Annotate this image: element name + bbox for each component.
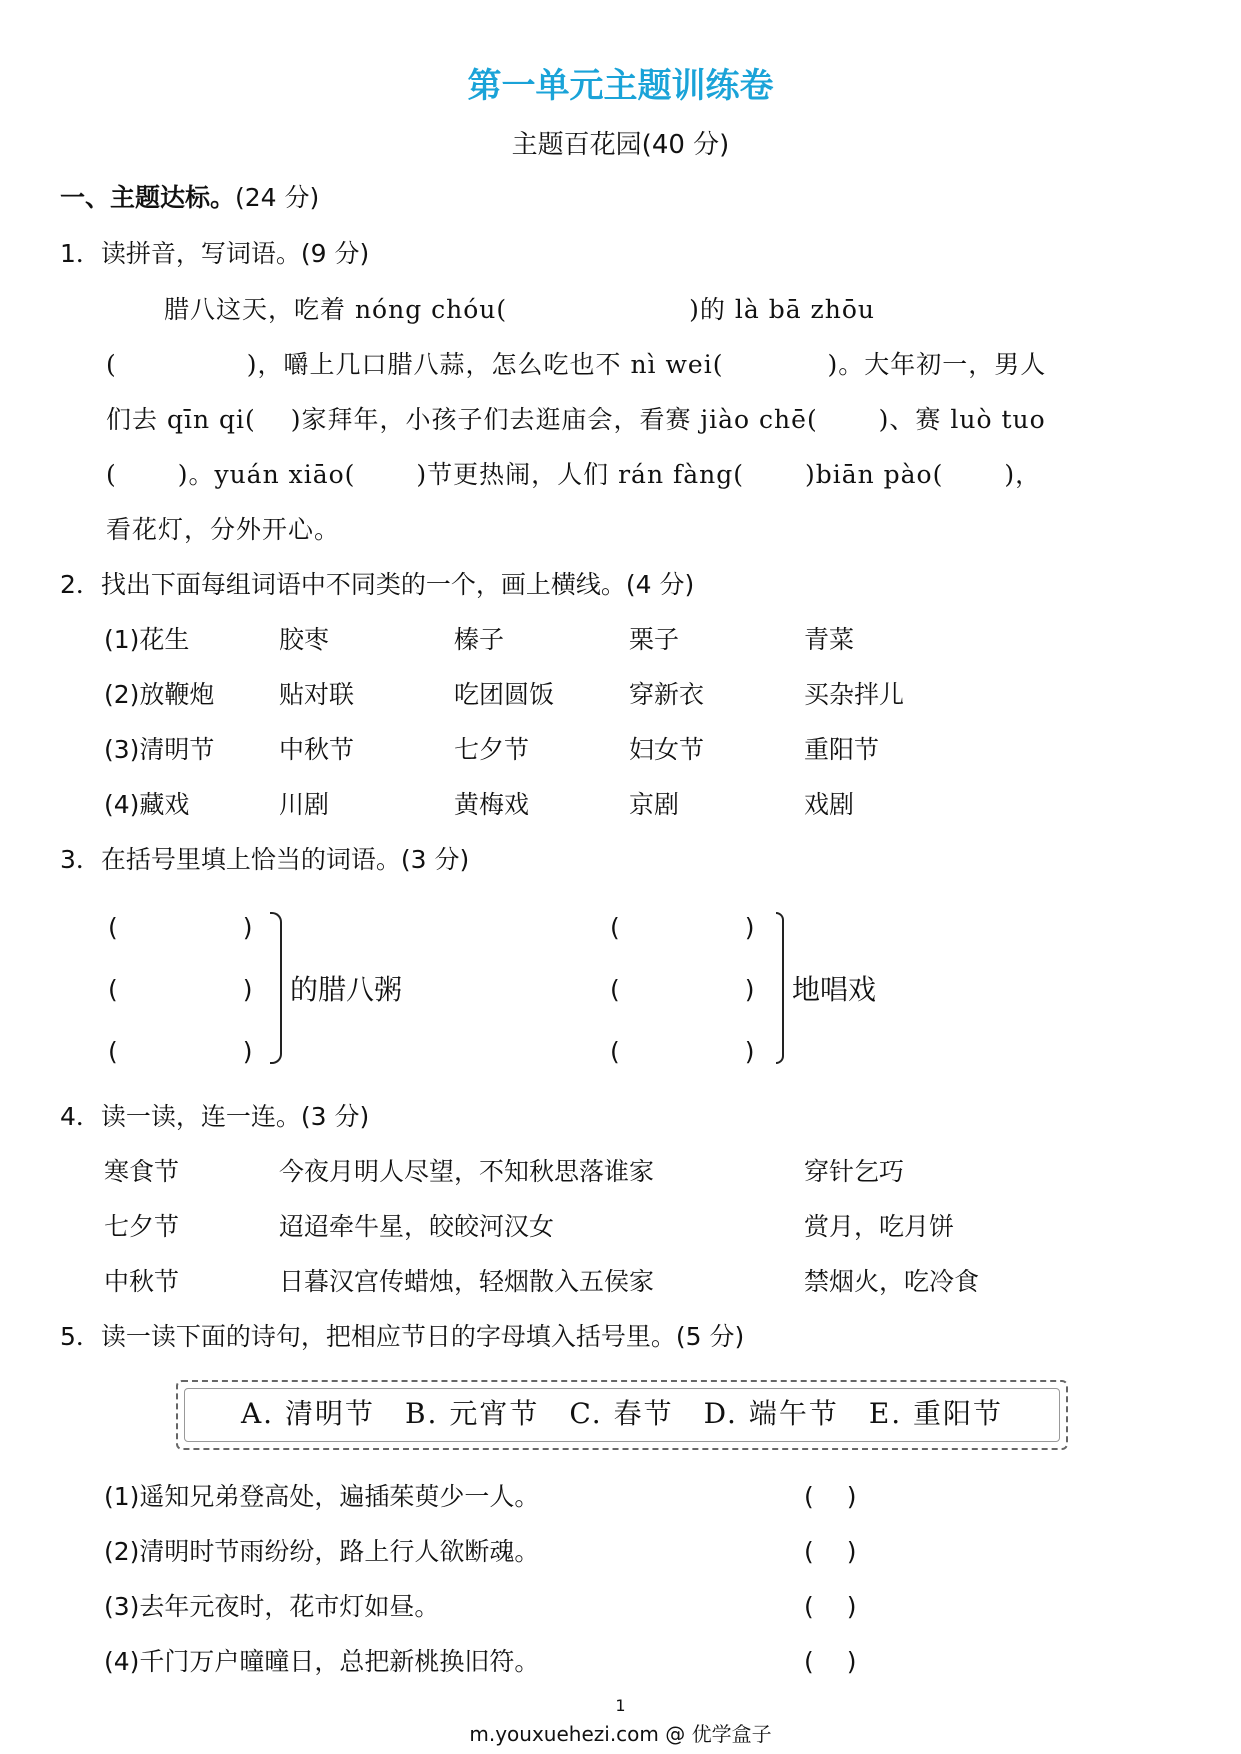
q3-label: 3．在括号里填上恰当的词语。(3 分) — [60, 845, 470, 874]
q4-row-1 — [104, 1152, 1054, 1184]
q4-row-2 — [104, 1207, 1054, 1239]
q4-festival: 寒食节 — [104, 1157, 180, 1186]
q5-item-1 — [104, 1477, 904, 1509]
q5-answer-blank: ( ) — [804, 1592, 857, 1621]
q2-word: 贴对联 — [279, 680, 355, 709]
q2-word: 穿新衣 — [629, 680, 705, 709]
q2-row-4 — [104, 785, 1004, 817]
q2-word: 川剧 — [279, 790, 330, 819]
q4-custom: 赏月，吃月饼 — [804, 1212, 955, 1241]
q2-word: (2)放鞭炮 — [104, 680, 215, 709]
q1-line-2: ( )，嚼上几口腊八蒜，怎么吃也不 nì wei( )。大年初一，男人 — [106, 350, 1047, 379]
q5-item-4 — [104, 1642, 904, 1674]
q4-custom: 穿针乞巧 — [804, 1157, 905, 1186]
q2-word: 黄梅戏 — [454, 790, 530, 819]
q2-word: 榛子 — [454, 625, 505, 654]
q2-word: 重阳节 — [804, 735, 880, 764]
q4-label: 4．读一读，连一连。(3 分) — [60, 1102, 370, 1131]
section-heading — [60, 178, 319, 214]
q4-poem: 日暮汉宫传蜡烛，轻烟散入五侯家 — [279, 1267, 655, 1296]
q5-item-2 — [104, 1532, 904, 1564]
q2-word: 戏剧 — [804, 790, 855, 819]
q2-word: (1)花生 — [104, 625, 190, 654]
page-subtitle: 主题百花园(40 分) — [511, 130, 730, 160]
q1-line-4: ( )。yuán xiāo( )节更热闹，人们 rán fàng( )biān pào( )， — [106, 460, 1042, 489]
q5-answer-blank: ( ) — [804, 1482, 857, 1511]
q3-blank: ( ) — [108, 975, 253, 1004]
q3-right-brace — [776, 912, 784, 1064]
q5-poem: (2)清明时节雨纷纷，路上行人欲断魂。 — [104, 1537, 540, 1566]
q4-custom: 禁烟火，吃冷食 — [804, 1267, 980, 1296]
q3-blank: ( ) — [610, 975, 755, 1004]
q5-poem: (4)千门万户曈曈日，总把新桃换旧符。 — [104, 1647, 540, 1676]
q5-poem: (3)去年元夜时，花市灯如昼。 — [104, 1592, 440, 1621]
q2-word: 妇女节 — [629, 735, 705, 764]
q5-answer-blank: ( ) — [804, 1647, 857, 1676]
q2-word: 买杂拌儿 — [804, 680, 905, 709]
q4-row-3 — [104, 1262, 1054, 1294]
q1-label: 1．读拼音，写词语。(9 分) — [60, 239, 370, 268]
q2-word: 吃团圆饭 — [454, 680, 555, 709]
q2-label: 2．找出下面每组词语中不同类的一个，画上横线。(4 分) — [60, 570, 695, 599]
q3-left-word: 的腊八粥 — [290, 973, 403, 1006]
q3-right-word: 地唱戏 — [792, 973, 877, 1006]
q2-word: 中秋节 — [279, 735, 355, 764]
q2-row-1 — [104, 620, 1004, 652]
q5-poem: (1)遥知兄弟登高处，遍插茱萸少一人。 — [104, 1482, 540, 1511]
page-title: 第一单元主题训练卷 — [467, 66, 774, 106]
page-number: 1 — [615, 1696, 626, 1715]
q1-line-1: 腊八这天，吃着 nóng chóu( )的 là bā zhōu — [164, 295, 875, 324]
q3-left-brace — [270, 912, 282, 1064]
q1-line-5: 看花灯，分外开心。 — [106, 515, 341, 544]
q2-word: 七夕节 — [454, 735, 530, 764]
q5-options: A. 清明节 B. 元宵节 C. 春节 D. 端午节 E. 重阳节 — [240, 1397, 1004, 1430]
q5-answer-blank: ( ) — [804, 1537, 857, 1566]
footer-site[interactable]: m.youxuehezi.com @ 优学盒子 — [469, 1722, 772, 1746]
q3-blank: ( ) — [610, 913, 755, 942]
q4-festival: 中秋节 — [104, 1267, 180, 1296]
q2-row-2 — [104, 675, 1004, 707]
q2-row-3 — [104, 730, 1004, 762]
q2-word: (3)清明节 — [104, 735, 215, 764]
q4-festival: 七夕节 — [104, 1212, 180, 1241]
q2-word: 栗子 — [629, 625, 680, 654]
section-score: (24 分) — [235, 183, 320, 212]
section-label: 一、主题达标。 — [60, 183, 236, 212]
q2-word: 京剧 — [629, 790, 680, 819]
q4-poem: 今夜月明人尽望，不知秋思落谁家 — [279, 1157, 655, 1186]
q2-word: 胶枣 — [279, 625, 330, 654]
q4-poem: 迢迢牵牛星，皎皎河汉女 — [279, 1212, 555, 1241]
q2-word: 青菜 — [804, 625, 855, 654]
q5-item-3 — [104, 1587, 904, 1619]
q1-line-3: 们去 qīn qi( )家拜年，小孩子们去逛庙会，看赛 jiào chē( )、赛 luò tuo — [106, 405, 1046, 434]
q3-blank: ( ) — [108, 913, 253, 942]
q3-blank: ( ) — [610, 1037, 755, 1066]
q3-blank: ( ) — [108, 1037, 253, 1066]
q5-options-box — [176, 1380, 1068, 1450]
q5-label: 5．读一读下面的诗句，把相应节日的字母填入括号里。(5 分) — [60, 1322, 745, 1351]
q2-word: (4)藏戏 — [104, 790, 190, 819]
